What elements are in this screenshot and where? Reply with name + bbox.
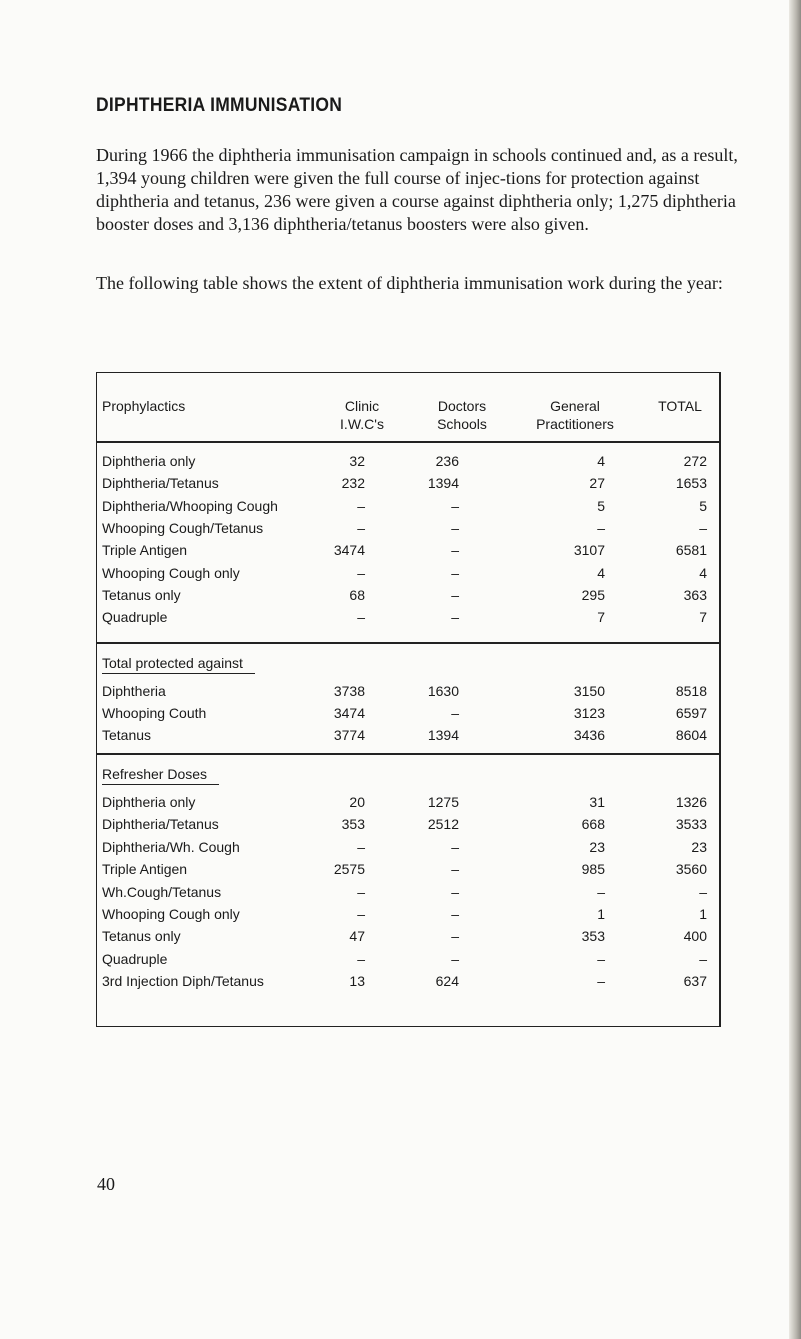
cell-clinic: – [357,883,365,900]
cell-general-practitioners: 23 [589,838,605,855]
table-row [97,585,719,605]
cell-schools: – [451,542,459,559]
cell-general-practitioners: – [597,519,605,536]
page-heading: DIPHTHERIA IMMUNISATION [96,95,343,116]
cell-schools: – [451,950,459,967]
cell-general-practitioners: – [597,973,605,990]
cell-schools: – [451,705,459,721]
row-label: Diphtheria/Tetanus [102,475,219,492]
cell-general-practitioners: 353 [581,928,605,945]
cell-schools: 1394 [427,475,459,492]
table-row [97,451,719,471]
prophylactics-table [96,372,721,643]
cell-general-practitioners: 5 [597,497,605,514]
table-row [97,792,719,812]
page-number: 40 [97,1174,115,1194]
cell-general-practitioners: – [597,883,605,900]
cell-general-practitioners: 3436 [573,727,605,743]
cell-clinic: 232 [341,475,365,492]
cell-total: 23 [691,838,707,855]
cell-general-practitioners: 985 [581,861,605,878]
cell-total: 363 [683,586,707,603]
row-label: Tetanus [102,727,152,743]
table-row [97,496,719,516]
row-label: Whooping Cough only [102,564,240,581]
row-label: Tetanus only [102,928,181,945]
intro-paragraph: During 1966 the diphtheria immunisation campaign in schools continued and, as a result, 1,394 young children were given the full course of injec-tions for protection against diphtheria and tetanus, 236 were given a course against diphtheria only; 1,275 diphtheria booster doses and 3,136 diphtheria/tetanus boosters were also given. [96,145,738,234]
header-schools [422,397,502,433]
cell-clinic: 2575 [333,861,365,878]
cell-total: 6597 [675,705,707,721]
cell-schools: 236 [435,453,459,469]
cell-clinic: 3474 [333,542,365,559]
cell-schools: – [451,497,459,514]
table-row [97,859,719,879]
row-label: Tetanus only [102,586,181,603]
cell-clinic: 20 [349,794,365,810]
cell-general-practitioners: 4 [597,564,605,581]
row-label: Diphtheria/Whooping Cough [102,497,278,514]
cell-clinic: – [357,838,365,855]
table-row [97,703,719,723]
cell-schools: – [451,609,459,626]
row-label: Diphtheria only [102,794,196,810]
scan-edge [789,0,801,1339]
cell-general-practitioners: 668 [581,816,605,833]
cell-clinic: 68 [349,586,365,603]
refresher-doses-table [96,753,721,1027]
cell-clinic: – [357,519,365,536]
row-label: Diphtheria/Wh. Cough [102,838,240,855]
cell-total: 8604 [675,727,707,743]
cell-clinic: – [357,564,365,581]
header-general-line1: General [550,398,600,414]
cell-clinic: 3474 [333,705,365,721]
cell-clinic: – [357,497,365,514]
row-label: Diphtheria only [102,453,196,469]
row-label: Triple Antigen [102,542,188,559]
cell-total: 5 [699,497,707,514]
table-intro-paragraph: The following table shows the extent of diphtheria immunisation work during the year: [96,273,723,293]
cell-clinic: – [357,950,365,967]
cell-clinic: 353 [341,816,365,833]
header-schools-line2: Schools [437,416,487,432]
table-row [97,971,719,991]
refresher-doses-title: Refresher Doses [102,764,219,785]
cell-general-practitioners: 1 [597,906,605,922]
table-header [97,373,719,443]
header-prophylactics: Prophylactics [102,398,186,414]
cell-general-practitioners: 4 [597,453,605,469]
cell-total: 1 [699,906,707,922]
cell-general-practitioners: 27 [589,475,605,492]
header-clinic-line1: Clinic [344,398,380,414]
table-row [97,681,719,701]
cell-general-practitioners: 3150 [573,683,605,699]
row-label: Diphtheria/Tetanus [102,816,219,833]
table-row [97,563,719,583]
cell-schools: 1275 [427,794,459,810]
cell-schools: 1394 [427,727,459,743]
cell-total: – [699,519,707,536]
row-label: Diphtheria [102,683,166,699]
cell-clinic: 47 [349,928,365,945]
table-row [97,882,719,902]
table-row [97,518,719,538]
table-row [97,926,719,946]
cell-schools: – [451,519,459,536]
table-row [97,814,719,834]
row-label: Whooping Cough only [102,906,240,922]
cell-schools: – [451,883,459,900]
cell-total: 7 [699,609,707,626]
table-row [97,837,719,857]
cell-clinic: – [357,906,365,922]
cell-total: 8518 [675,683,707,699]
cell-schools: – [451,906,459,922]
cell-schools: 1630 [427,683,459,699]
cell-total: – [699,950,707,967]
table-row [97,607,719,627]
cell-general-practitioners: 3107 [573,542,605,559]
cell-schools: 624 [435,973,459,990]
cell-general-practitioners: 7 [597,609,605,626]
cell-clinic: 3774 [333,727,365,743]
table-row [97,725,719,745]
cell-schools: – [451,564,459,581]
table-row [97,949,719,969]
cell-total: 3560 [675,861,707,878]
cell-total: 6581 [675,542,707,559]
row-label: Triple Antigen [102,861,188,878]
total-protected-table [96,642,721,754]
cell-general-practitioners: 3123 [573,705,605,721]
row-label: Wh.Cough/Tetanus [102,883,222,900]
cell-schools: – [451,861,459,878]
row-label: Quadruple [102,609,168,626]
cell-schools: – [451,586,459,603]
header-total: TOTAL [658,398,702,414]
row-label: Whooping Cough/Tetanus [102,519,264,536]
table-row [97,904,719,924]
header-general [515,397,635,433]
cell-total: 1653 [675,475,707,492]
cell-general-practitioners: – [597,950,605,967]
row-label: 3rd Injection Diph/Tetanus [102,973,264,990]
cell-total: – [699,883,707,900]
cell-total: 1326 [675,794,707,810]
cell-schools: 2512 [427,816,459,833]
cell-clinic: 32 [349,453,365,469]
cell-clinic: 3738 [333,683,365,699]
cell-general-practitioners: 31 [589,794,605,810]
header-clinic [327,397,397,433]
cell-total: 272 [683,453,707,469]
cell-clinic: 13 [349,973,365,990]
cell-total: 3533 [675,816,707,833]
row-label: Whooping Couth [102,705,207,721]
cell-total: 400 [683,928,707,945]
cell-clinic: – [357,609,365,626]
row-label: Quadruple [102,950,168,967]
table-row [97,540,719,560]
total-protected-title: Total protected against [102,653,255,674]
cell-schools: – [451,928,459,945]
cell-schools: – [451,838,459,855]
cell-total: 637 [683,973,707,990]
header-clinic-line2: I.W.C's [340,416,384,432]
header-general-line2: Practitioners [536,416,614,432]
table-row [97,473,719,493]
cell-general-practitioners: 295 [581,586,605,603]
header-schools-line1: Doctors [437,398,487,414]
cell-total: 4 [699,564,707,581]
